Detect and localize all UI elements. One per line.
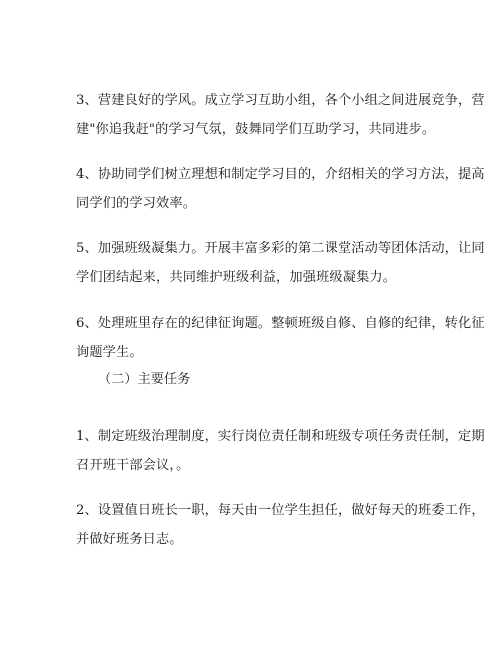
section-heading: （二）主要任务 [98, 372, 191, 387]
paragraph-line: 召开班干部会议，。 [76, 458, 190, 473]
paragraph-item-5 [76, 234, 485, 292]
paragraph-line: 询题学生。 [76, 345, 143, 360]
task-item-2 [76, 496, 485, 554]
paragraph-item-4 [76, 160, 485, 218]
paragraph-line: 4、协助同学们树立理想和制定学习目的，介绍相关的学习方法，提高 [76, 167, 485, 182]
paragraph-line: 建"你追我赶"的学习气氛，鼓舞同学们互助学习，共同进步。 [76, 122, 436, 137]
paragraph-line: 同学们的学习效率。 [76, 196, 197, 211]
paragraph-line: 学们团结起来，共同维护班级利益，加强班级凝集力。 [76, 270, 397, 285]
task-item-1 [76, 422, 485, 480]
paragraph-item-3 [76, 86, 485, 144]
paragraph-line: 5、加强班级凝集力。开展丰富多彩的第二课堂活动等团体活动，让同 [76, 241, 485, 256]
paragraph-line: 3、营建良好的学风。成立学习互助小组，各个小组之间进展竞争，营 [76, 93, 485, 108]
paragraph-line: 2、设置值日班长一职，每天由一位学生担任，做好每天的班委工作， [76, 503, 485, 518]
paragraph-item-6 [76, 309, 485, 367]
paragraph-line: 1、制定班级治理制度，实行岗位责任制和班级专项任务责任制，定期 [76, 429, 485, 444]
paragraph-line: 并做好班务日志。 [76, 532, 183, 547]
paragraph-line: 6、处理班里存在的纪律征询题。整顿班级自修、自修的纪律，转化征 [76, 316, 485, 331]
